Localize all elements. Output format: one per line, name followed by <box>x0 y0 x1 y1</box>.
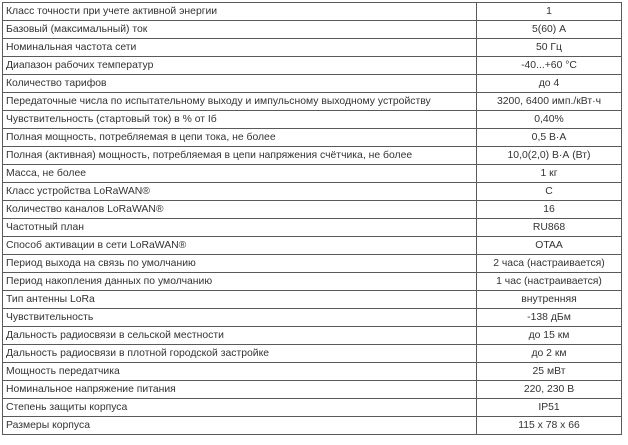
table-row <box>3 201 622 219</box>
parameter-value: до 15 км <box>477 327 622 345</box>
table-row <box>3 39 622 57</box>
parameter-name: Размеры корпуса <box>3 417 477 435</box>
table-row <box>3 183 622 201</box>
parameter-value: 220, 230 В <box>477 381 622 399</box>
parameter-name: Номинальное напряжение питания <box>3 381 477 399</box>
parameter-value: 1 кг <box>477 165 622 183</box>
table-row <box>3 327 622 345</box>
parameter-name: Базовый (максимальный) ток <box>3 21 477 39</box>
parameter-name: Масса, не более <box>3 165 477 183</box>
parameter-value: 5(60) А <box>477 21 622 39</box>
parameter-name: Мощность передатчика <box>3 363 477 381</box>
parameter-value: 115 х 78 х 66 <box>477 417 622 435</box>
parameter-value: 25 мВт <box>477 363 622 381</box>
parameter-name: Диапазон рабочих температур <box>3 57 477 75</box>
parameter-value: 2 часа (настраивается) <box>477 255 622 273</box>
table-row <box>3 399 622 417</box>
parameter-value: RU868 <box>477 219 622 237</box>
table-row <box>3 255 622 273</box>
parameter-value: 0,5 В·А <box>477 129 622 147</box>
parameter-value: -40...+60 °С <box>477 57 622 75</box>
parameter-value: IP51 <box>477 399 622 417</box>
table-row <box>3 291 622 309</box>
parameter-value: 1 час (настраивается) <box>477 273 622 291</box>
table-row <box>3 21 622 39</box>
specifications-table <box>2 2 622 435</box>
parameter-name: Способ активации в сети LoRaWAN® <box>3 237 477 255</box>
parameter-value: 16 <box>477 201 622 219</box>
table-row <box>3 363 622 381</box>
parameter-value: -138 дБм <box>477 309 622 327</box>
table-row <box>3 273 622 291</box>
table-row <box>3 3 622 21</box>
parameter-value: 1 <box>477 3 622 21</box>
parameter-name: Частотный план <box>3 219 477 237</box>
specifications-table-body <box>3 3 622 435</box>
table-row <box>3 93 622 111</box>
parameter-name: Дальность радиосвязи в сельской местности <box>3 327 477 345</box>
parameter-name: Степень защиты корпуса <box>3 399 477 417</box>
parameter-value: С <box>477 183 622 201</box>
table-row <box>3 75 622 93</box>
parameter-name: Полная мощность, потребляемая в цепи тока, не более <box>3 129 477 147</box>
parameter-name: Период накопления данных по умолчанию <box>3 273 477 291</box>
parameter-value: OTAA <box>477 237 622 255</box>
table-row <box>3 417 622 435</box>
parameter-name: Полная (активная) мощность, потребляемая в цепи напряжения счётчика, не более <box>3 147 477 165</box>
table-row <box>3 219 622 237</box>
parameter-name: Количество каналов LoRaWAN® <box>3 201 477 219</box>
parameter-value: 50 Гц <box>477 39 622 57</box>
table-row <box>3 165 622 183</box>
parameter-value: до 4 <box>477 75 622 93</box>
parameter-name: Количество тарифов <box>3 75 477 93</box>
parameter-value: 10,0(2,0) В·А (Вт) <box>477 147 622 165</box>
parameter-name: Номинальная частота сети <box>3 39 477 57</box>
parameter-value: 0,40% <box>477 111 622 129</box>
parameter-value: 3200, 6400 имп./кВт·ч <box>477 93 622 111</box>
table-row <box>3 309 622 327</box>
table-row <box>3 57 622 75</box>
parameter-name: Чувствительность <box>3 309 477 327</box>
table-row <box>3 237 622 255</box>
parameter-name: Передаточные числа по испытательному выходу и импульсному выходному устройству <box>3 93 477 111</box>
parameter-name: Чувствительность (стартовый ток) в % от Iб <box>3 111 477 129</box>
parameter-value: внутренняя <box>477 291 622 309</box>
table-row <box>3 381 622 399</box>
table-row <box>3 111 622 129</box>
parameter-name: Тип антенны LoRa <box>3 291 477 309</box>
table-row <box>3 129 622 147</box>
table-row <box>3 345 622 363</box>
parameter-name: Класс точности при учете активной энергии <box>3 3 477 21</box>
parameter-name: Дальность радиосвязи в плотной городской застройке <box>3 345 477 363</box>
parameter-name: Класс устройства LoRaWAN® <box>3 183 477 201</box>
parameter-name: Период выхода на связь по умолчанию <box>3 255 477 273</box>
parameter-value: до 2 км <box>477 345 622 363</box>
table-row <box>3 147 622 165</box>
